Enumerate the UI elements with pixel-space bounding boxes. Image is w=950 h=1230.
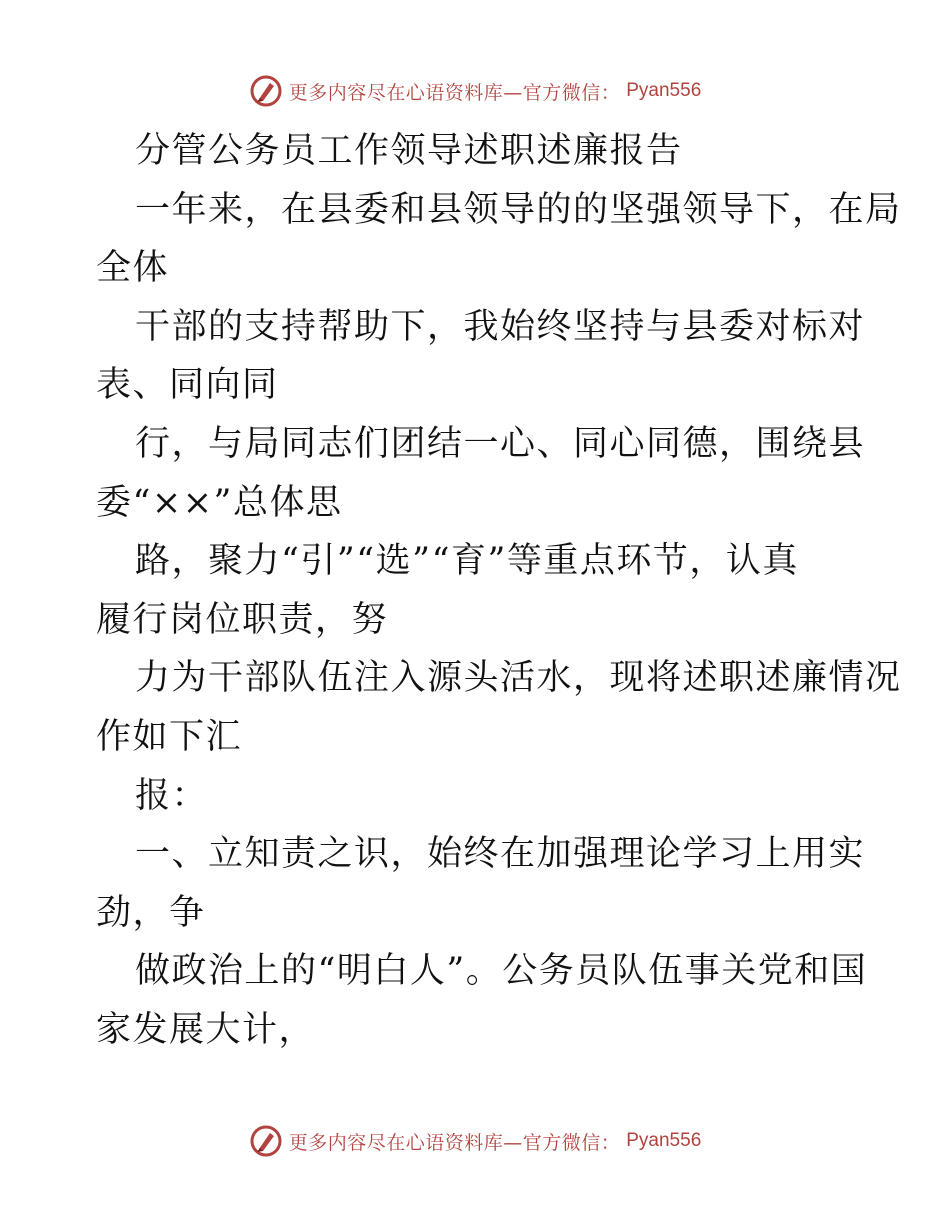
watermark-text: 更多内容尽在心语资料库—官方微信： <box>288 81 621 104</box>
document-body <box>96 122 902 1060</box>
watermark-account: Pyan556 <box>626 80 702 101</box>
document-line: 报： <box>135 775 209 816</box>
document-line: 作如下汇 <box>96 716 243 757</box>
pen-logo-icon <box>249 1124 283 1158</box>
document-line: 一年来，在县委和县领导的的坚强领导下，在局 <box>135 189 902 230</box>
footer-watermark <box>0 1124 950 1158</box>
document-line: 委“××”总体思 <box>96 482 343 523</box>
document-line: 力为干部队伍注入源头活水，现将述职述廉情况 <box>135 658 902 699</box>
document-line: 一、立知责之识，始终在加强理论学习上用实 <box>135 834 866 875</box>
document-line: 做政治上的“明白人”。公务员队伍事关党和国 <box>135 951 868 992</box>
document-line: 干部的支持帮助下，我始终坚持与县委对标对 <box>135 306 866 347</box>
document-line: 表、同向同 <box>96 365 279 406</box>
document-line: 行，与局同志们团结一心、同心同德，围绕县 <box>135 423 866 464</box>
document-line: 路，聚力“引”“选”“育”等重点环节，认真 <box>135 541 799 582</box>
watermark-account: Pyan556 <box>626 1130 702 1151</box>
document-line: 履行岗位职责，努 <box>96 599 389 640</box>
document-line: 劲，争 <box>96 892 206 933</box>
document-line: 全体 <box>96 248 170 289</box>
header-watermark <box>0 74 950 108</box>
document-line: 家发展大计， <box>96 1009 316 1050</box>
document-line: 分管公务员工作领导述职述廉报告 <box>135 131 683 171</box>
pen-logo-icon <box>249 74 283 108</box>
watermark-text: 更多内容尽在心语资料库—官方微信： <box>288 1131 621 1154</box>
